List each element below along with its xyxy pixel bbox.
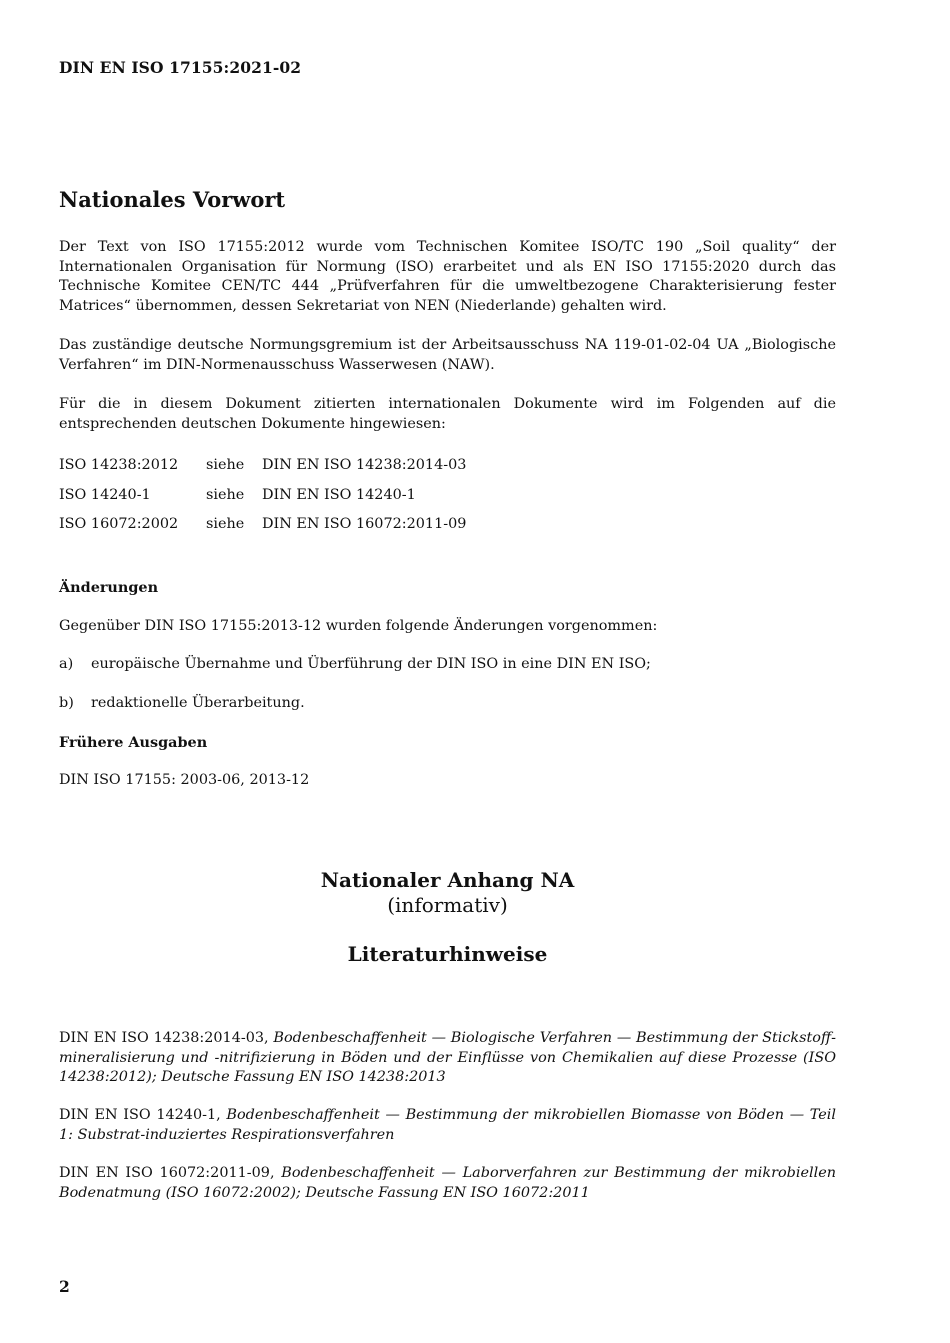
iso-reference: ISO 16072:2002 [59,516,179,532]
siehe-label: siehe [206,457,245,473]
fruehere-ausgaben-heading: Frühere Ausgaben [59,734,208,751]
list-item [59,695,305,711]
reference-mapping-table [59,457,466,546]
aenderungen-heading: Änderungen [59,579,159,596]
bibliography-entry [59,1164,836,1203]
bibliography-ref: DIN EN ISO 14240-1, [59,1107,221,1123]
document-id-header: DIN EN ISO 17155:2021-02 [59,58,302,77]
anhang-subtitle: (informativ) [387,893,508,917]
list-marker: a) [59,656,74,672]
bibliography-ref: DIN EN ISO 16072:2011-09, [59,1165,275,1181]
nationaler-anhang-block [59,868,836,918]
document-page [59,0,836,1343]
bibliography-ref: DIN EN ISO 14238:2014-03, [59,1030,269,1046]
page-number: 2 [59,1277,70,1296]
iso-reference: ISO 14238:2012 [59,457,179,473]
bibliography-title: Bodenbeschaffenheit — Biologische Verfahren — Bestimmung der Stickstoff-mineralisierung und -nitrifizierung in Böden und der Einflüsse von Chemikalien auf diese Prozesse (ISO 14238:2012); Deutsche Fassung EN ISO 14238:2013 [59,1030,836,1086]
aenderungen-intro: Gegenüber DIN ISO 17155:2013-12 wurden folgende Änderungen vorgenommen: [59,618,658,634]
bibliography-title: Bodenbeschaffenheit — Bestimmung der mikrobiellen Biomasse von Böden — Teil 1: Substrat-induziertes Respirationsverfahren [59,1107,836,1143]
iso-reference: ISO 14240-1 [59,486,151,503]
din-reference: DIN EN ISO 16072:2011-09 [262,516,467,532]
din-reference: DIN EN ISO 14240-1 [262,486,416,503]
list-marker: b) [59,695,74,711]
bibliography-title: Bodenbeschaffenheit — Laborverfahren zur Bestimmung der mikrobiellen Bodenatmung (ISO 16072:2002); Deutsche Fassung EN ISO 16072:2011 [59,1165,836,1201]
anhang-title: Nationaler Anhang NA [320,868,575,892]
vorwort-paragraph: Das zuständige deutsche Normungsgremium ist der Arbeitsausschuss NA 119-01-02-04 UA „Biologische Verfahren“ im DIN-Normenausschuss Wasserwesen (NAW). [59,337,836,373]
literaturhinweise-heading: Literaturhinweise [347,942,548,966]
vorwort-paragraph: Für die in diesem Dokument zitierten internationalen Dokumente wird im Folgenden auf die entsprechenden deutschen Dokumente hingewiesen: [59,396,836,432]
vorwort-paragraph: Der Text von ISO 17155:2012 wurde vom Technischen Komitee ISO/TC 190 „Soil quality“ der Internationalen Organisation für Normung (ISO) erarbeitet und als EN ISO 17155:2020 durch das Technische Komitee CEN/TC 444 „Prüfverfahren für die umweltbezogene Charakterisierung fester Matrices“ übernommen, dessen Sekretariat von NEN (Niederlande) gehalten wird. [59,239,836,314]
list-item [59,656,651,672]
siehe-label: siehe [206,486,245,503]
nationales-vorwort-heading: Nationales Vorwort [59,187,286,212]
siehe-label: siehe [206,516,245,532]
bibliography-entry [59,1029,836,1088]
fruehere-ausgaben-text: DIN ISO 17155: 2003-06, 2013-12 [59,772,310,788]
table-row [59,516,466,546]
table-row [59,487,466,517]
list-item-text: europäische Übernahme und Überführung der DIN ISO in eine DIN EN ISO; [91,656,651,672]
bibliography-entry [59,1106,836,1145]
table-row [59,457,466,487]
list-item-text: redaktionelle Überarbeitung. [91,695,305,711]
din-reference: DIN EN ISO 14238:2014-03 [262,457,467,473]
